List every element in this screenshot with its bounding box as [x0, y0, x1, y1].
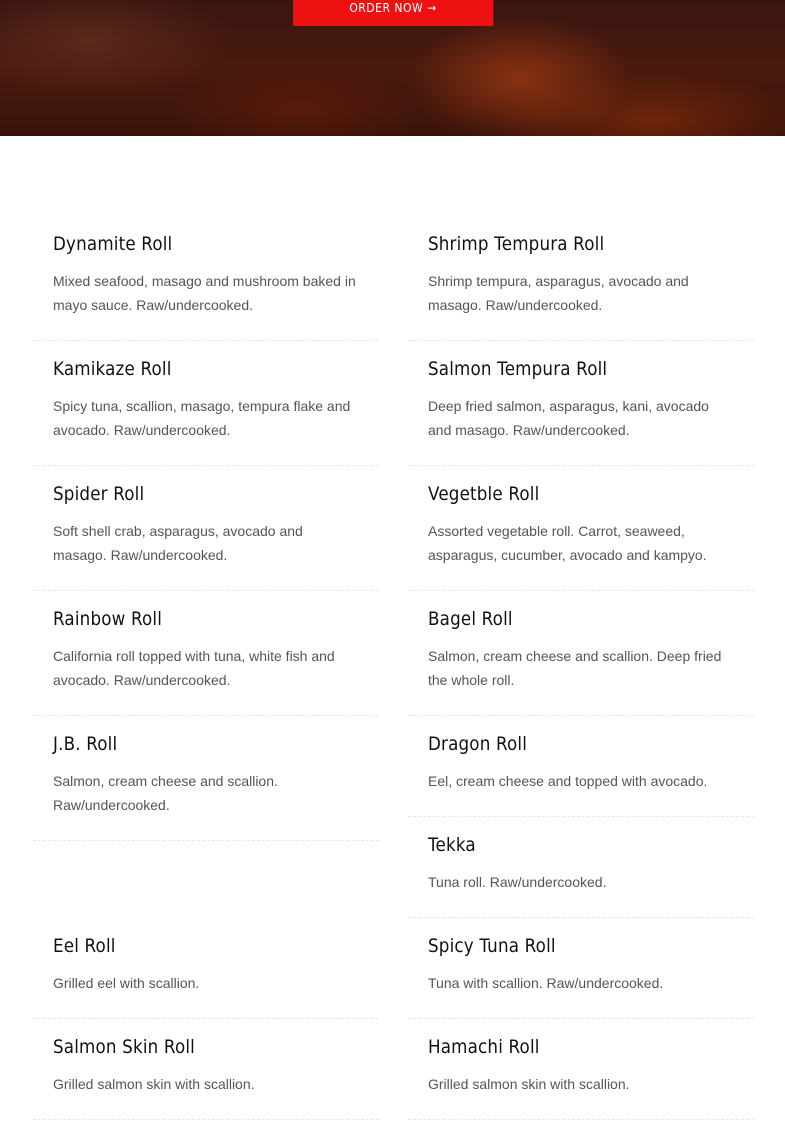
menu-item-name: Eel Roll: [53, 935, 116, 957]
menu-item-description: Grilled eel with scallion.: [53, 975, 200, 991]
order-now-label: ORDER NOW: [349, 1, 424, 15]
menu-item: [408, 1035, 754, 1120]
menu-item-name: Shrimp Tempura Roll: [428, 233, 605, 255]
menu-item-description: Assorted vegetable roll. Carrot, seaweed, asparagus, cucumber, avocado and kampyo.: [428, 523, 707, 563]
menu-item: [33, 232, 379, 341]
menu-item-description: Shrimp tempura, asparagus, avocado and masago. Raw/undercooked.: [428, 273, 689, 313]
arrow-right-icon: →: [427, 1, 437, 15]
menu-item-description: Grilled salmon skin with scallion.: [428, 1076, 630, 1092]
menu-item: [33, 1035, 379, 1120]
menu-item-name: Salmon Skin Roll: [53, 1036, 195, 1058]
menu-item: [408, 833, 754, 918]
order-now-button[interactable]: [293, 0, 493, 26]
menu-item-description: Spicy tuna, scallion, masago, tempura flake and avocado. Raw/undercooked.: [53, 398, 351, 438]
menu-item-name: Hamachi Roll: [428, 1036, 540, 1058]
menu-item: [408, 732, 754, 817]
menu-item-description: Tuna with scallion. Raw/undercooked.: [428, 975, 664, 991]
menu-item-description: California roll topped with tuna, white fish and avocado. Raw/undercooked.: [53, 648, 335, 688]
hero-banner: [0, 0, 785, 136]
menu-item: [33, 934, 379, 1019]
menu-item-name: J.B. Roll: [53, 733, 118, 755]
menu-item-name: Dragon Roll: [428, 733, 528, 755]
menu-item: [408, 232, 754, 341]
menu-item: [408, 482, 754, 591]
menu-item: [33, 482, 379, 591]
menu-item: [33, 732, 379, 841]
menu-item: [33, 607, 379, 716]
menu-item-name: Dynamite Roll: [53, 233, 173, 255]
menu-item-description: Salmon, cream cheese and scallion. Raw/undercooked.: [53, 773, 278, 813]
menu-item: [33, 357, 379, 466]
menu-item: [408, 934, 754, 1019]
menu-item-name: Vegetble Roll: [428, 483, 540, 505]
menu-item: [408, 357, 754, 466]
menu-item-name: Kamikaze Roll: [53, 358, 172, 380]
menu-item-description: Salmon, cream cheese and scallion. Deep fried the whole roll.: [428, 648, 722, 688]
menu-item: [408, 607, 754, 716]
menu-item-description: Mixed seafood, masago and mushroom baked in mayo sauce. Raw/undercooked.: [53, 273, 356, 313]
menu-item-description: Tuna roll. Raw/undercooked.: [428, 874, 607, 890]
menu-item-name: Tekka: [428, 834, 476, 856]
menu-item-description: Soft shell crab, asparagus, avocado and masago. Raw/undercooked.: [53, 523, 303, 563]
menu-item-name: Bagel Roll: [428, 608, 513, 630]
menu-item-description: Grilled salmon skin with scallion.: [53, 1076, 255, 1092]
menu-item-name: Salmon Tempura Roll: [428, 358, 608, 380]
menu-item-name: Rainbow Roll: [53, 608, 163, 630]
menu-item-name: Spider Roll: [53, 483, 145, 505]
menu-item-description: Eel, cream cheese and topped with avocado.: [428, 773, 708, 789]
menu-item-description: Deep fried salmon, asparagus, kani, avocado and masago. Raw/undercooked.: [428, 398, 709, 438]
menu-item-name: Spicy Tuna Roll: [428, 935, 556, 957]
